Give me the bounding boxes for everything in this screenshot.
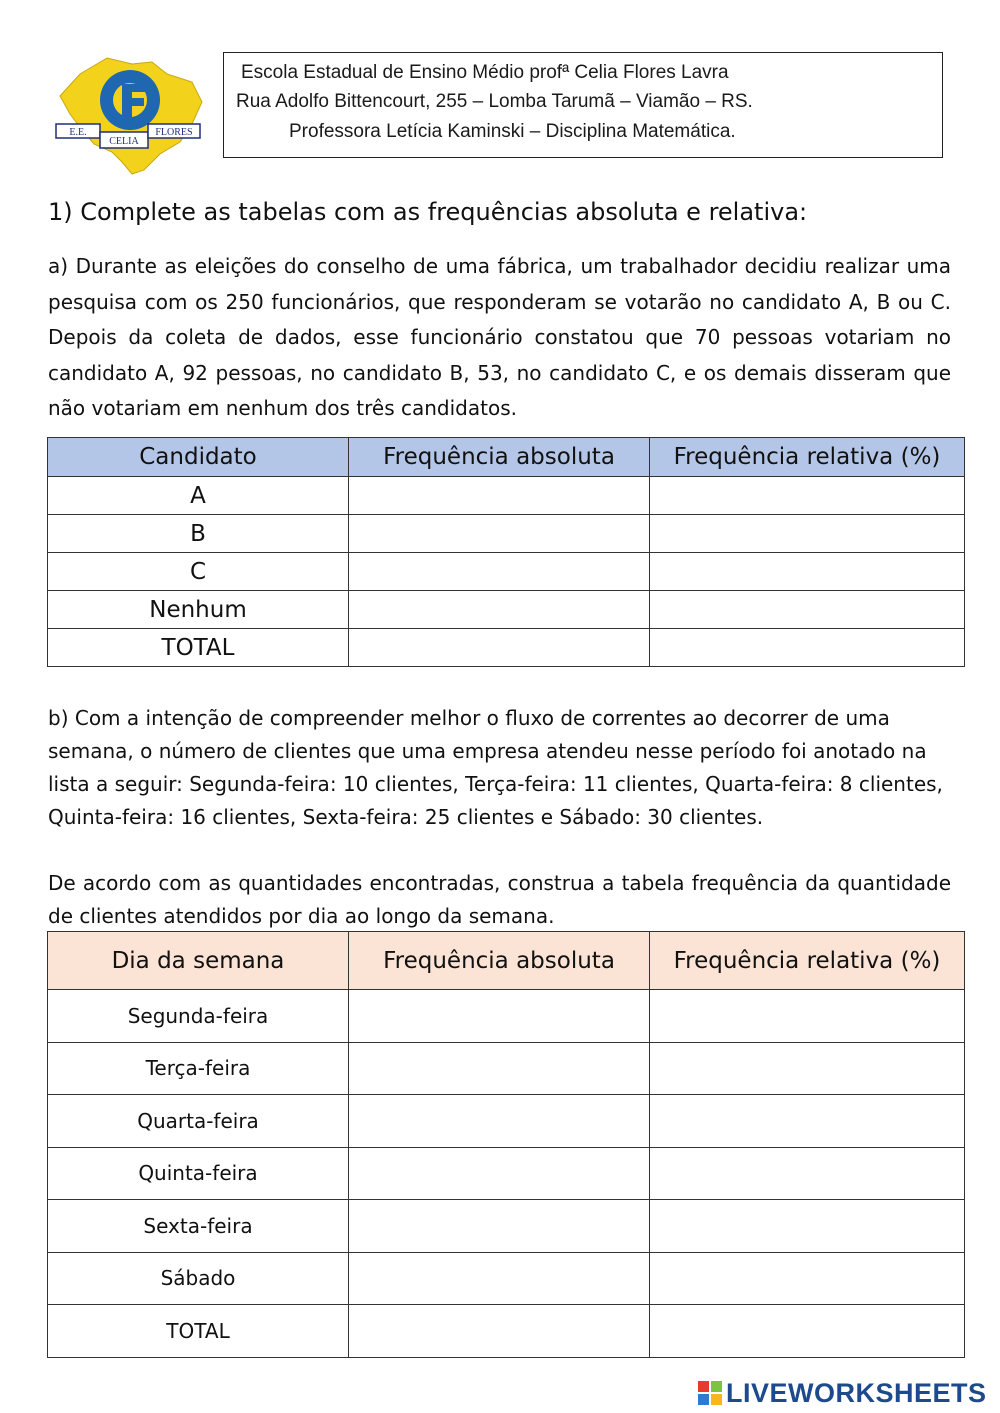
row-label: Quinta-feira <box>48 1147 349 1200</box>
answer-cell-relative[interactable] <box>650 1200 965 1253</box>
answer-cell-absolute[interactable] <box>349 629 650 667</box>
logo-text-right: FLORES <box>155 127 193 138</box>
logo-text-center: CELIA <box>109 136 139 147</box>
table-row <box>48 629 965 667</box>
header-candidato: Candidato <box>48 438 349 477</box>
liveworksheets-brand[interactable] <box>697 1376 987 1410</box>
row-label: C <box>48 553 349 591</box>
row-label: Sábado <box>48 1252 349 1305</box>
answer-cell-absolute[interactable] <box>349 477 650 515</box>
logo-text-left: E.E. <box>69 127 87 138</box>
answer-cell-absolute[interactable] <box>349 1095 650 1148</box>
table-row <box>48 1252 965 1305</box>
answer-cell-absolute[interactable] <box>349 1200 650 1253</box>
answer-cell-relative[interactable] <box>650 990 965 1043</box>
row-label: Terça-feira <box>48 1042 349 1095</box>
answer-cell-relative[interactable] <box>650 591 965 629</box>
answer-cell-absolute[interactable] <box>349 515 650 553</box>
answer-cell-absolute[interactable] <box>349 990 650 1043</box>
table-row <box>48 515 965 553</box>
header-freq-absoluta: Frequência absoluta <box>349 438 650 477</box>
school-logo <box>52 52 207 177</box>
part-b-text: b) Com a intenção de compreender melhor o fluxo de correntes ao decorrer de uma semana, o número de clientes que uma empresa atendeu nesse período foi anotado na lista a seguir: Segunda-feira: 10 clientes, Terça-feira: 11 clientes, Quarta-feira: 8 clientes, Quinta-feira: 16 clientes, Sexta-feira: 25 clientes e Sábado: 30 clientes. <box>48 706 943 829</box>
row-label: B <box>48 515 349 553</box>
answer-cell-absolute[interactable] <box>349 553 650 591</box>
answer-cell-relative[interactable] <box>650 1252 965 1305</box>
table-row <box>48 990 965 1043</box>
liveworksheets-icon <box>697 1379 723 1407</box>
answer-cell-relative[interactable] <box>650 515 965 553</box>
header-freq-absoluta: Frequência absoluta <box>349 932 650 990</box>
table-header-row <box>48 438 965 477</box>
header-freq-relativa: Frequência relativa (%) <box>650 438 965 477</box>
answer-cell-absolute[interactable] <box>349 1042 650 1095</box>
row-label: Nenhum <box>48 591 349 629</box>
school-name: Escola Estadual de Ensino Médio profª Celia Flores Lavra <box>241 62 729 83</box>
part-a-text: a) Durante as eleições do conselho de uma fábrica, um trabalhador decidiu realizar uma pesquisa com os 250 funcionários, que responderam se votarão no candidato A, B ou C. Depois da coleta de dados, esse funcionário constatou que 70 pessoas votariam no candidato A, 92 pessoas, no candidato B, 53, no candidato C, e os demais disseram que não votariam em nenhum dos três candidatos. <box>48 254 951 420</box>
answer-cell-relative[interactable] <box>650 1147 965 1200</box>
table-row <box>48 591 965 629</box>
part-b-instruction: De acordo com as quantidades encontradas, construa a tabela frequência da quantidade de clientes atendidos por dia ao longo da semana. <box>48 871 951 928</box>
answer-cell-absolute[interactable] <box>349 1252 650 1305</box>
answer-cell-absolute[interactable] <box>349 1305 650 1358</box>
table-row <box>48 1305 965 1358</box>
table-row <box>48 477 965 515</box>
answer-cell-relative[interactable] <box>650 1042 965 1095</box>
answer-cell-relative[interactable] <box>650 629 965 667</box>
row-label: Segunda-feira <box>48 990 349 1043</box>
header-dia-semana: Dia da semana <box>48 932 349 990</box>
school-header <box>223 52 943 158</box>
answer-cell-relative[interactable] <box>650 553 965 591</box>
table-row <box>48 1147 965 1200</box>
school-address: Rua Adolfo Bittencourt, 255 – Lomba Tarumã – Viamão – RS. <box>236 91 753 112</box>
row-label: A <box>48 477 349 515</box>
answer-cell-relative[interactable] <box>650 1095 965 1148</box>
answer-cell-absolute[interactable] <box>349 1147 650 1200</box>
row-label: TOTAL <box>48 629 349 667</box>
weekday-table <box>47 931 965 1358</box>
answer-cell-relative[interactable] <box>650 1305 965 1358</box>
table-header-row <box>48 932 965 990</box>
teacher-line: Professora Letícia Kaminski – Disciplina Matemática. <box>289 121 736 142</box>
header-freq-relativa: Frequência relativa (%) <box>650 932 965 990</box>
table-row <box>48 1042 965 1095</box>
answer-cell-absolute[interactable] <box>349 591 650 629</box>
row-label: TOTAL <box>48 1305 349 1358</box>
table-row <box>48 1200 965 1253</box>
row-label: Quarta-feira <box>48 1095 349 1148</box>
liveworksheets-text: LIVEWORKSHEETS <box>726 1377 987 1408</box>
candidate-table <box>47 437 965 667</box>
table-row <box>48 1095 965 1148</box>
question-title: 1) Complete as tabelas com as frequências absoluta e relativa: <box>48 198 808 226</box>
table-row <box>48 553 965 591</box>
answer-cell-relative[interactable] <box>650 477 965 515</box>
row-label: Sexta-feira <box>48 1200 349 1253</box>
